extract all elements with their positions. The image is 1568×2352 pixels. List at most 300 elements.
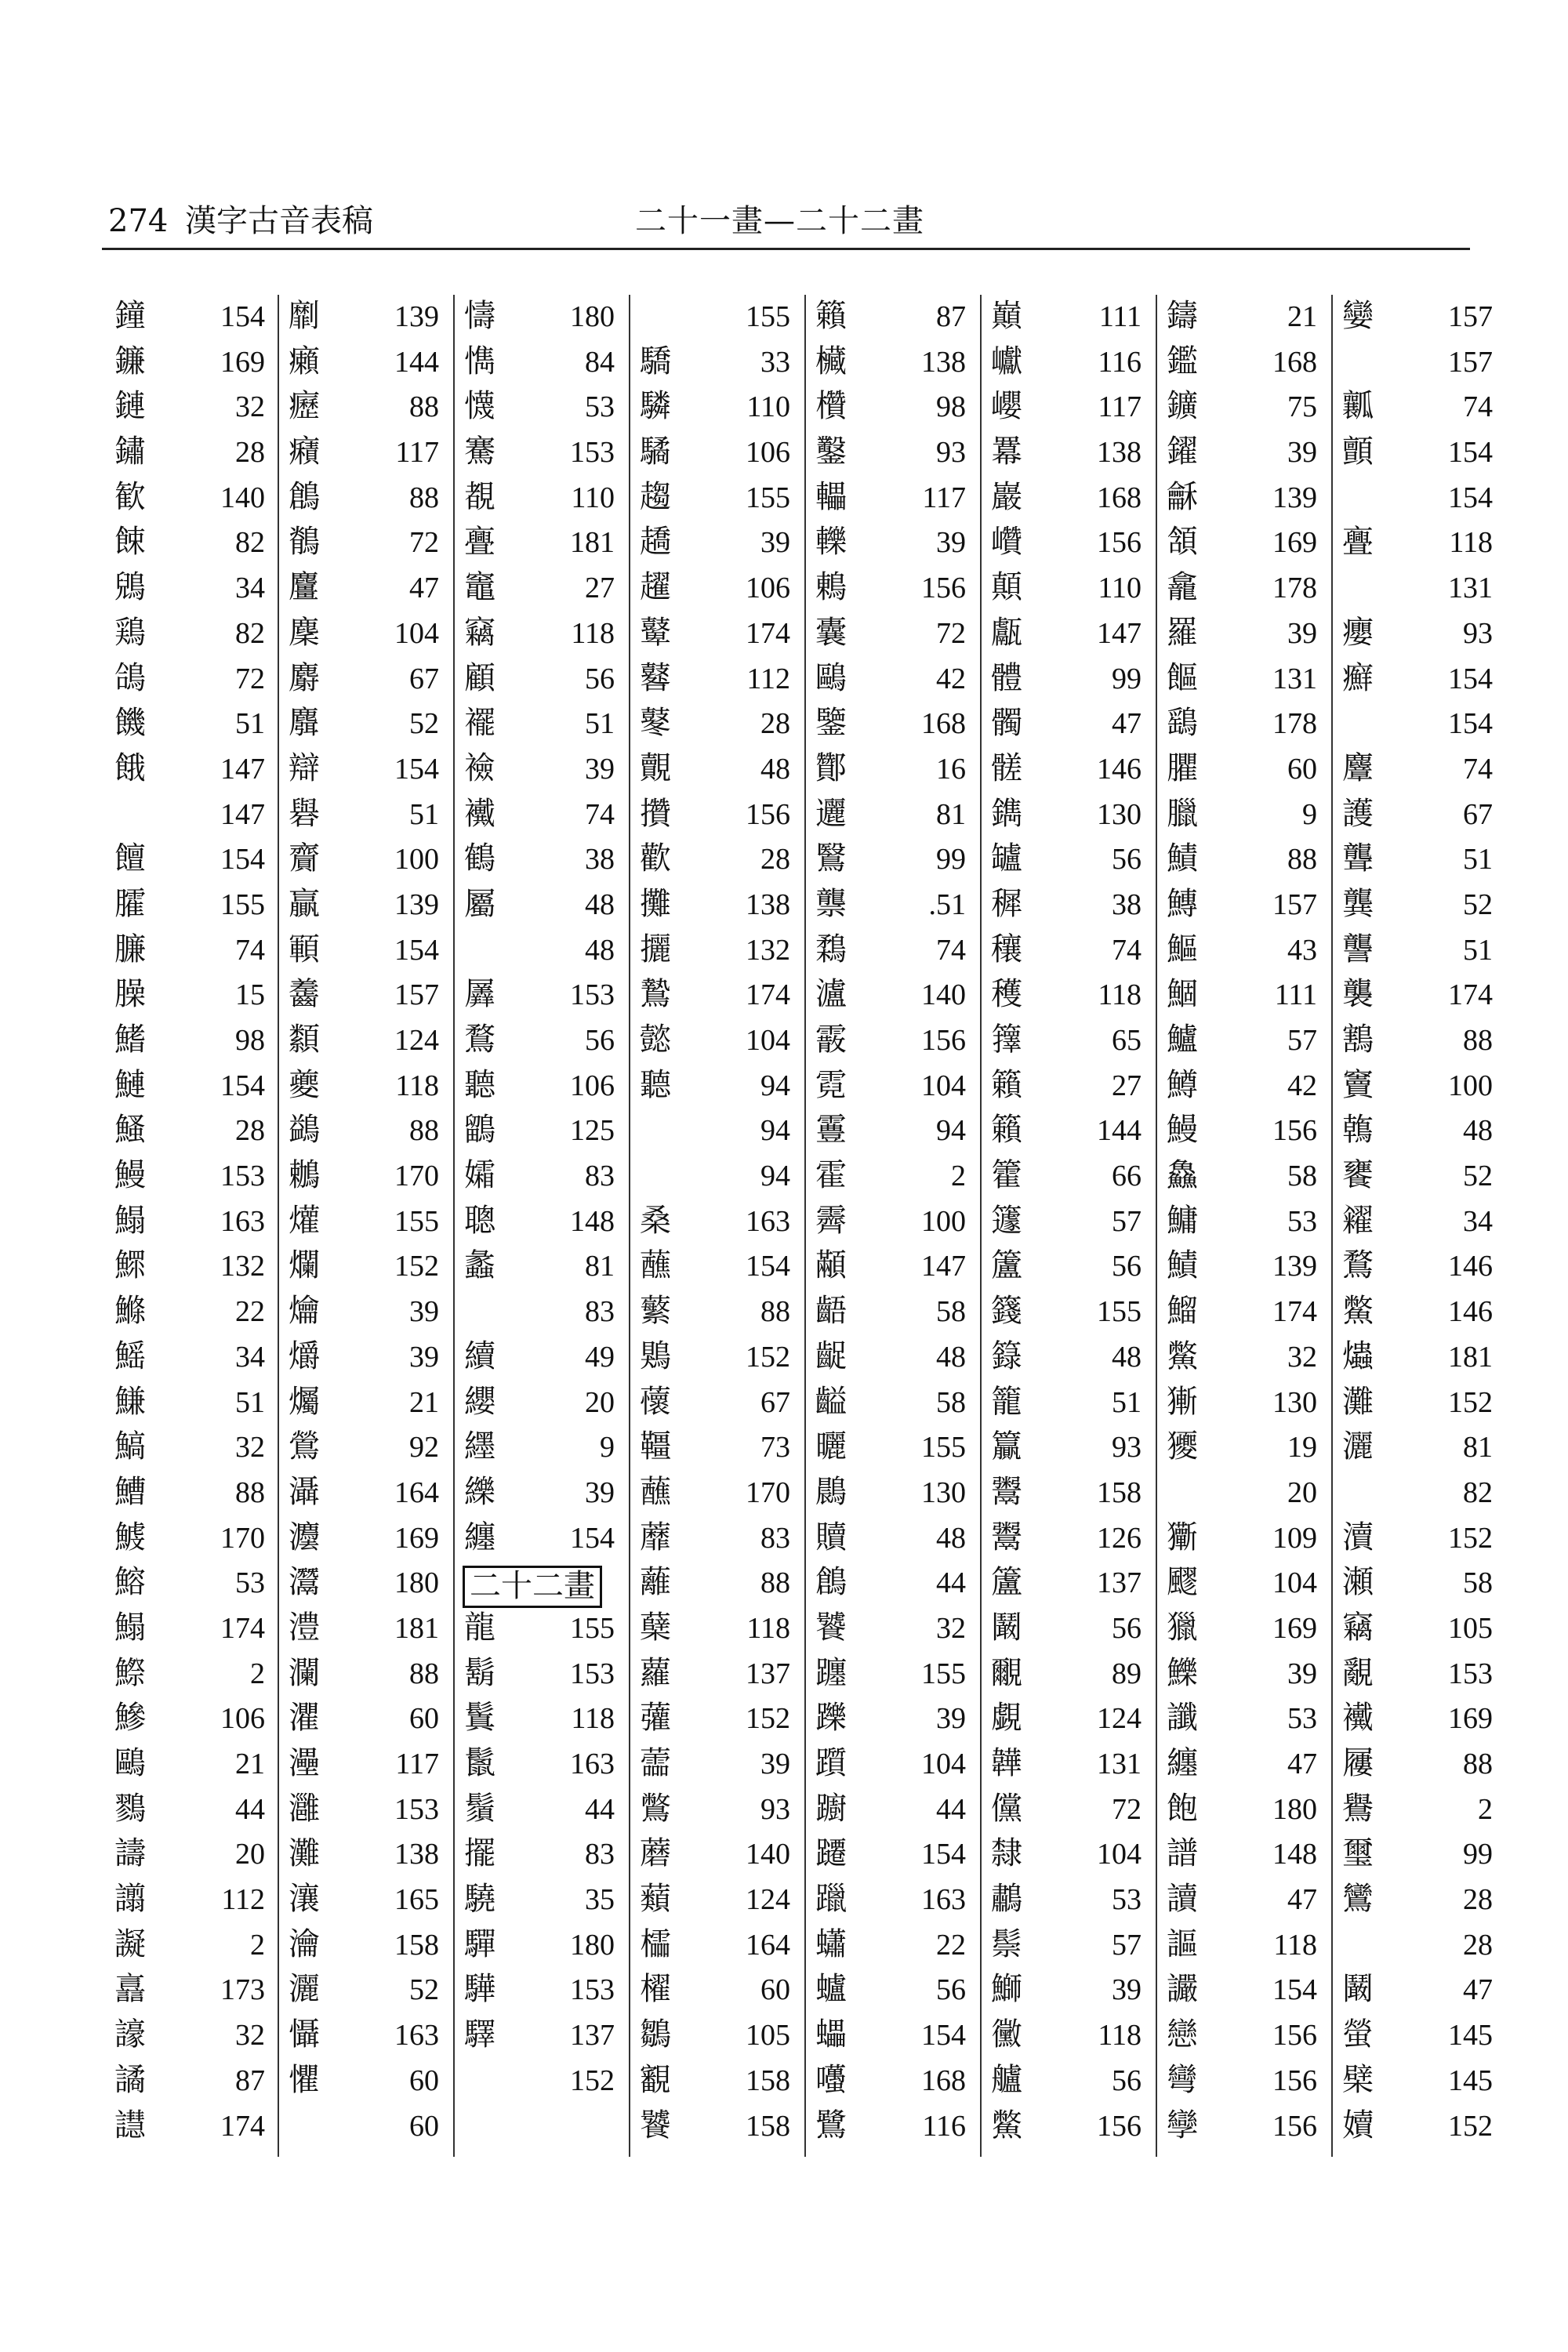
index-row: [1338, 973, 1504, 1018]
page-reference: 56: [936, 1973, 966, 2007]
index-character: 羃: [991, 434, 1022, 470]
index-character: 亹: [464, 524, 495, 561]
index-row: [1162, 1018, 1328, 1064]
index-character: 澧: [289, 1609, 320, 1646]
page-reference: 57: [1287, 1024, 1317, 1057]
index-character: 鱒: [1167, 1066, 1198, 1103]
index-character: 鶒: [289, 1157, 320, 1194]
index-row: [1338, 702, 1504, 747]
page-reference: 56: [1112, 1250, 1142, 1283]
index-character: 饑: [114, 705, 146, 742]
page-reference: 104: [394, 616, 439, 650]
index-character: 瀼: [289, 1881, 320, 1918]
page-reference: 156: [1097, 2109, 1142, 2143]
page-reference: 32: [235, 1431, 265, 1465]
page-reference: 51: [1463, 843, 1493, 877]
index-character: 鰻: [114, 1157, 146, 1194]
page-reference: 140: [220, 481, 265, 514]
index-character: 巖: [991, 478, 1022, 515]
page-reference: 43: [1287, 933, 1317, 967]
index-character: 覾: [640, 2061, 671, 2098]
index-character: 譿: [114, 2107, 146, 2143]
index-row: [1338, 2059, 1504, 2104]
index-row: [110, 2013, 276, 2059]
page-reference: 51: [585, 707, 615, 741]
index-character: 轠: [815, 478, 847, 515]
index-row: [811, 1968, 977, 2013]
index-row: [986, 1244, 1152, 1290]
index-row: [811, 1652, 977, 1697]
page-reference: 94: [760, 1160, 790, 1193]
index-row: [811, 1923, 977, 1969]
page-reference: 57: [1112, 1928, 1142, 1962]
page-reference: 147: [220, 752, 265, 786]
page-reference: 93: [1463, 616, 1493, 650]
index-character: 襶: [1342, 1700, 1374, 1737]
index-character: 霓: [815, 1066, 847, 1103]
index-character: 鱅: [1167, 1202, 1198, 1239]
page-reference: 139: [1272, 1250, 1317, 1283]
index-column: [284, 295, 450, 2149]
page-reference: 147: [1097, 616, 1142, 650]
index-row: [635, 1561, 801, 1606]
page-reference: 74: [235, 933, 265, 967]
index-character: 鑃: [1167, 434, 1198, 470]
page-reference: 156: [1272, 2109, 1317, 2143]
page-reference: 28: [235, 1114, 265, 1148]
index-row: [811, 521, 977, 566]
page-reference: 9: [1302, 797, 1317, 831]
index-character: 鶹: [464, 1112, 495, 1149]
page-reference: 153: [1448, 1657, 1493, 1690]
index-row: [284, 1923, 450, 1969]
page-reference: 169: [394, 1521, 439, 1555]
index-character: 饔: [1342, 1157, 1374, 1194]
page-reference: 2: [250, 1657, 265, 1690]
index-row: [110, 2104, 276, 2150]
index-character: 獿: [1167, 1428, 1198, 1465]
page-reference: 178: [1272, 707, 1317, 741]
index-character: 驒: [464, 1926, 495, 1962]
index-character: 纏: [1167, 1745, 1198, 1781]
index-row: [110, 1471, 276, 1516]
index-row: [459, 1471, 626, 1516]
index-row: [986, 1561, 1152, 1606]
index-character: 鰶: [114, 1654, 146, 1691]
page-reference: 106: [220, 1702, 265, 1736]
index-character: 籯: [991, 1428, 1022, 1465]
index-character: 讖: [1167, 1700, 1198, 1737]
page-reference: 174: [1272, 1295, 1317, 1329]
index-character: 聾: [1342, 840, 1374, 877]
index-character: 夔: [289, 1066, 320, 1103]
index-row: [635, 1425, 801, 1471]
page-reference: 28: [1463, 1928, 1493, 1962]
index-character: 鏽: [114, 434, 146, 470]
index-character: 彎: [1167, 2061, 1198, 2098]
index-character: 龔: [1342, 885, 1374, 922]
page-reference: 15: [235, 978, 265, 1012]
index-character: 鷺: [815, 2107, 847, 2143]
index-character: 麠: [289, 569, 320, 606]
page-reference: 106: [746, 436, 790, 470]
index-row: [459, 521, 626, 566]
index-row: [635, 747, 801, 793]
index-row: [635, 476, 801, 521]
index-row: [635, 612, 801, 657]
page-reference: 44: [936, 1566, 966, 1600]
index-row: [1338, 430, 1504, 476]
index-row: [811, 1018, 977, 1064]
index-character: 臛: [114, 885, 146, 922]
index-character: 趯: [640, 569, 671, 606]
index-row: [110, 1652, 276, 1697]
index-row: [459, 1697, 626, 1742]
page-reference: 44: [936, 1792, 966, 1826]
page-reference: 155: [921, 1657, 966, 1690]
index-character: 爞: [1342, 1338, 1374, 1374]
index-character: 鱉: [991, 2107, 1022, 2143]
index-character: 獵: [1167, 1609, 1198, 1646]
index-row: [811, 1244, 977, 1290]
index-row: [811, 566, 977, 612]
index-character: 鐮: [114, 343, 146, 379]
index-character: 饘: [114, 840, 146, 877]
index-character: 霍: [815, 1157, 847, 1194]
page-reference: 157: [1272, 887, 1317, 921]
index-character: 麝: [289, 659, 320, 696]
page-reference: 118: [1273, 1928, 1317, 1962]
page-reference: 155: [394, 1204, 439, 1238]
page-reference: 157: [394, 978, 439, 1012]
page-reference: 39: [760, 1748, 790, 1780]
index-row: [459, 928, 626, 974]
page-reference: 20: [1287, 1475, 1317, 1509]
index-row: [635, 1968, 801, 2013]
page-reference: 153: [570, 978, 615, 1012]
page-reference: 156: [921, 572, 966, 605]
index-row: [459, 1154, 626, 1200]
index-character: 顢: [815, 1247, 847, 1284]
page-reference: 158: [746, 2109, 790, 2143]
index-row: [284, 476, 450, 521]
index-character: 屬: [464, 885, 495, 922]
page-reference: 163: [570, 1748, 615, 1780]
index-character: 儻: [991, 1790, 1022, 1827]
index-row: [635, 973, 801, 1018]
index-row: [811, 1788, 977, 1833]
index-character: 檗: [1342, 2061, 1374, 2098]
index-row: [811, 1561, 977, 1606]
index-row: [635, 1832, 801, 1878]
page-reference: 106: [570, 1069, 615, 1102]
index-character: 嬻: [1342, 2107, 1374, 2143]
index-character: 飂: [1167, 1564, 1198, 1601]
index-column: [811, 295, 977, 2149]
index-row: [284, 973, 450, 1018]
index-row: [110, 657, 276, 702]
index-character: 鰬: [114, 1519, 146, 1555]
page-reference: 169: [1272, 526, 1317, 560]
index-character: 臁: [114, 931, 146, 967]
index-character: 籟: [991, 1066, 1022, 1103]
page-reference: 32: [235, 390, 265, 424]
page-reference: 156: [1272, 2063, 1317, 2097]
page-reference: 154: [394, 752, 439, 786]
page-reference: 111: [1274, 978, 1317, 1012]
page-reference: 57: [1112, 1204, 1142, 1238]
index-character: 續: [464, 1338, 495, 1374]
index-row: [1338, 1200, 1504, 1245]
index-row: [635, 521, 801, 566]
page-reference: 131: [1272, 662, 1317, 695]
index-row: [811, 793, 977, 838]
page-reference: 104: [1097, 1838, 1142, 1871]
index-character: 譜: [1167, 1835, 1198, 1872]
index-character: 讋: [1342, 931, 1374, 967]
index-row: [811, 1381, 977, 1426]
index-row: [986, 928, 1152, 974]
index-row: [635, 2104, 801, 2150]
index-character: 蘑: [640, 1835, 671, 1872]
index-row: [1162, 1154, 1328, 1200]
index-row: [986, 566, 1152, 612]
book-title: 漢字古音表稿: [185, 203, 373, 239]
page-reference: 170: [746, 1475, 790, 1509]
index-row: [459, 1832, 626, 1878]
index-row: [811, 1742, 977, 1788]
page-reference: 74: [585, 797, 615, 831]
index-row: [986, 1290, 1152, 1335]
page-reference: 39: [1287, 436, 1317, 470]
page-reference: 16: [936, 752, 966, 786]
index-row: [110, 521, 276, 566]
index-character: 鰿: [1167, 840, 1198, 877]
index-row: [1162, 1968, 1328, 2013]
page-reference: 33: [760, 345, 790, 379]
index-character: 孌: [1342, 298, 1374, 334]
index-row: [1338, 1697, 1504, 1742]
index-character: 艫: [991, 2061, 1022, 2098]
index-character: 戀: [1167, 2016, 1198, 2053]
index-character: 纆: [464, 1428, 495, 1465]
column-divider: [980, 295, 982, 2157]
page-reference: 110: [1098, 572, 1142, 605]
index-row: [635, 385, 801, 430]
page-reference: 130: [1272, 1385, 1317, 1419]
index-row: [1162, 295, 1328, 340]
page-reference: 34: [235, 572, 265, 605]
index-character: 鷂: [1167, 705, 1198, 742]
index-row: [986, 883, 1152, 928]
page-reference: 81: [585, 1250, 615, 1283]
index-character: 顐: [289, 931, 320, 967]
index-row: [1338, 747, 1504, 793]
index-character: 瓤: [1342, 388, 1374, 425]
page-reference: 21: [409, 1385, 439, 1419]
index-row: [459, 747, 626, 793]
index-row: [110, 1425, 276, 1471]
page-reference: 158: [394, 1928, 439, 1962]
index-character: 龒: [815, 885, 847, 922]
index-character: 飽: [1167, 1790, 1198, 1827]
page-reference: 72: [1112, 1792, 1142, 1826]
page-reference: 28: [760, 707, 790, 741]
index-character: 癩: [289, 343, 320, 379]
page-reference: 104: [921, 1069, 966, 1102]
index-character: 髑: [991, 705, 1022, 742]
index-character: 鰝: [114, 1428, 146, 1465]
page-reference: 51: [1112, 1385, 1142, 1419]
index-character: 鰫: [114, 1564, 146, 1601]
page-reference: 88: [235, 1475, 265, 1509]
page-reference: 104: [746, 1024, 790, 1057]
page-reference: 32: [235, 2019, 265, 2053]
index-row: [986, 702, 1152, 747]
index-row: [1162, 1832, 1328, 1878]
page-reference: 174: [1448, 978, 1493, 1012]
index-row: [1162, 747, 1328, 793]
index-row: [459, 612, 626, 657]
page-reference: 144: [1097, 1114, 1142, 1148]
index-character: 籚: [991, 1247, 1022, 1284]
page-reference: 181: [1448, 1340, 1493, 1374]
index-row: [110, 1109, 276, 1154]
index-row: [811, 657, 977, 702]
page-reference: 137: [570, 2019, 615, 2053]
index-row: [1162, 1606, 1328, 1652]
index-character: 龕: [1167, 569, 1198, 606]
page-reference: 152: [394, 1250, 439, 1283]
index-row: [811, 1290, 977, 1335]
page-reference: 104: [1272, 1566, 1317, 1600]
page-reference: 145: [1448, 2063, 1493, 2097]
index-character: 囆: [815, 2061, 847, 2098]
index-character: 竈: [464, 569, 495, 606]
page-reference: 39: [585, 752, 615, 786]
page-reference: 155: [1097, 1295, 1142, 1329]
index-row: [986, 1697, 1152, 1742]
index-row: [459, 793, 626, 838]
index-row: [284, 612, 450, 657]
index-row: [1162, 928, 1328, 974]
index-row: [110, 385, 276, 430]
index-row: [635, 1606, 801, 1652]
page-reference: 60: [760, 1973, 790, 2007]
page-reference: 39: [585, 1475, 615, 1509]
page-reference: 110: [571, 481, 615, 514]
index-character: 鶬: [815, 1564, 847, 1601]
index-row: [986, 2013, 1152, 2059]
page-reference: 140: [921, 978, 966, 1012]
index-row: [284, 1425, 450, 1471]
index-row: [635, 1923, 801, 1969]
page-reference: 39: [936, 526, 966, 560]
index-row: [635, 1697, 801, 1742]
page-reference: 83: [760, 1521, 790, 1555]
index-character: 灅: [289, 1745, 320, 1781]
page-reference: 163: [394, 2019, 439, 2053]
page-reference: 100: [394, 843, 439, 877]
index-character: 鶾: [1342, 1112, 1374, 1149]
index-character: 髊: [991, 750, 1022, 786]
index-column: [1162, 295, 1328, 2149]
index-character: 蠡: [464, 1247, 495, 1284]
page-reference: 44: [235, 1792, 265, 1826]
page-reference: 112: [221, 1883, 265, 1917]
page-reference: 84: [585, 345, 615, 379]
index-row: [1162, 837, 1328, 883]
index-character: 籠: [991, 1383, 1022, 1420]
page-reference: 88: [409, 481, 439, 514]
page-reference: 138: [921, 345, 966, 379]
index-row: [1338, 1335, 1504, 1381]
index-character: 爝: [289, 1338, 320, 1374]
index-character: 歓: [114, 478, 146, 515]
index-character: 鰥: [114, 1247, 146, 1284]
page-reference: 154: [220, 300, 265, 333]
index-character: 孿: [1167, 2107, 1198, 2143]
page-reference: 88: [409, 1114, 439, 1148]
page-reference: 88: [409, 390, 439, 424]
page-reference: 27: [1112, 1069, 1142, 1102]
index-character: 鶏: [114, 614, 146, 651]
page-reference: 146: [1448, 1295, 1493, 1329]
page-reference: 52: [1463, 887, 1493, 921]
page-reference: 81: [936, 797, 966, 831]
index-character: 鶷: [1342, 1022, 1374, 1058]
page-reference: 155: [570, 1611, 615, 1645]
page-reference: 180: [570, 300, 615, 333]
index-character: 鰡: [1167, 1293, 1198, 1330]
page-reference: 20: [235, 1838, 265, 1871]
index-character: 鶩: [464, 1022, 495, 1058]
page-reference: 93: [760, 1792, 790, 1826]
page-reference: 56: [585, 1024, 615, 1057]
index-row: [110, 1923, 276, 1969]
index-row: [635, 1878, 801, 1923]
page-reference: 117: [395, 436, 439, 470]
index-character: 櫺: [640, 1926, 671, 1962]
index-row: [986, 1381, 1152, 1426]
page-reference: 180: [570, 1928, 615, 1962]
index-row: [459, 1200, 626, 1245]
index-character: 瀆: [1342, 1519, 1374, 1555]
index-character: 鰩: [114, 1338, 146, 1374]
index-character: 黴: [991, 2016, 1022, 2053]
index-character: 爛: [289, 1247, 320, 1284]
index-character: 鬃: [991, 1926, 1022, 1962]
page-reference: 48: [936, 1340, 966, 1374]
index-row: [1338, 2013, 1504, 2059]
index-character: 灉: [289, 1790, 320, 1827]
index-character: 騫: [464, 434, 495, 470]
page-reference: 88: [1463, 1748, 1493, 1780]
index-row: [1162, 1516, 1328, 1562]
page-reference: 42: [936, 662, 966, 695]
index-row: [459, 1018, 626, 1064]
index-row: [811, 973, 977, 1018]
index-row: [1162, 2013, 1328, 2059]
index-row: [635, 430, 801, 476]
page-reference: 27: [585, 572, 615, 605]
index-row: [986, 1335, 1152, 1381]
index-character: 鼙: [640, 614, 671, 651]
page-reference: 21: [235, 1748, 265, 1780]
index-row: [1338, 837, 1504, 883]
index-row: [110, 973, 276, 1018]
index-row: [635, 2059, 801, 2104]
